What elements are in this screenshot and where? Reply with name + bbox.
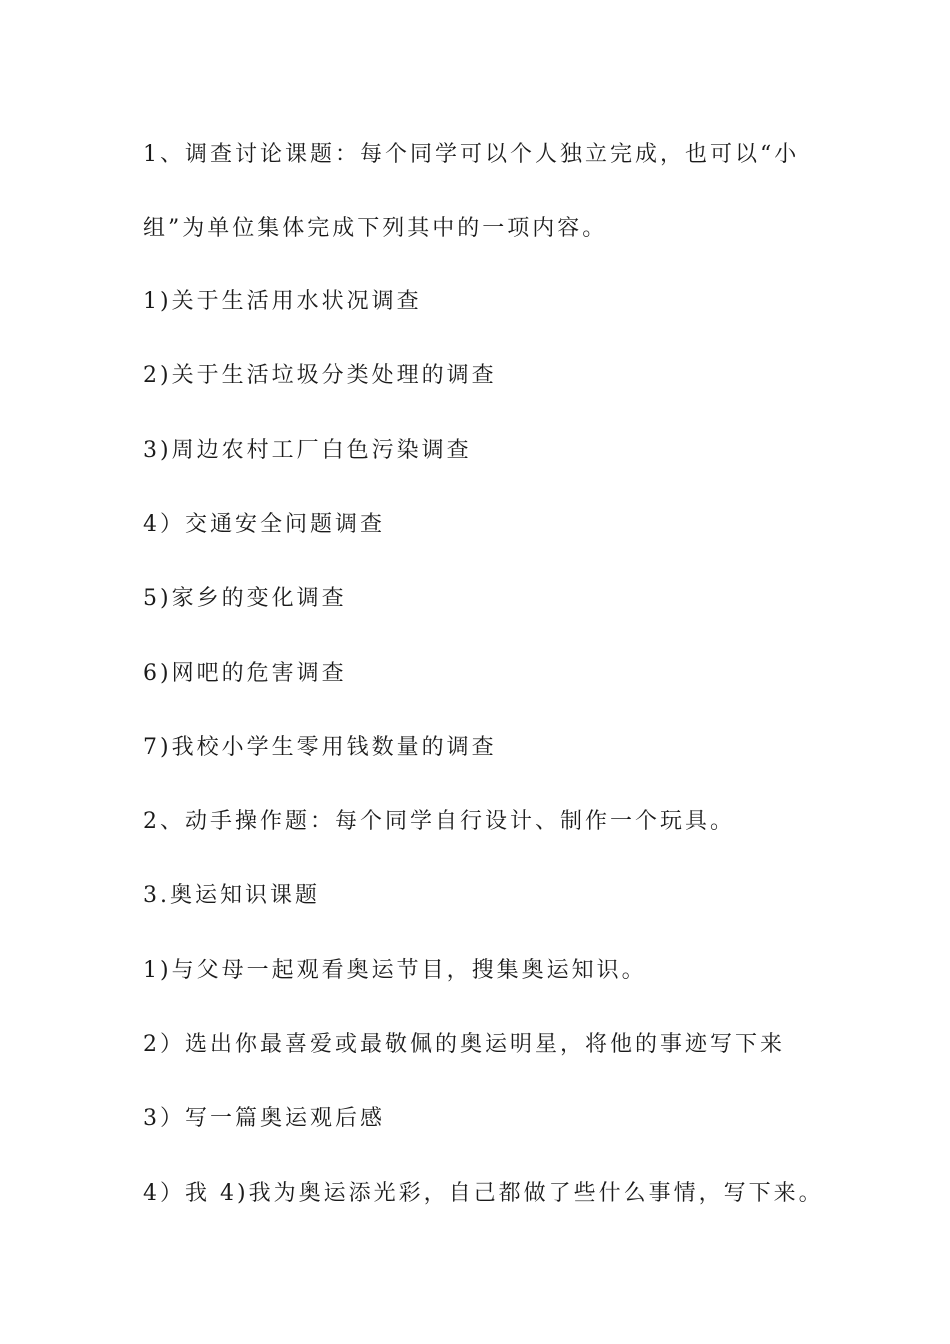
list-item: 4）我 4)我为奥运添光彩，自己都做了些什么事情，写下来。 (143, 1181, 824, 1206)
list-item: 2)关于生活垃圾分类处理的调查 (143, 363, 497, 388)
list-item: 5)家乡的变化调查 (143, 586, 347, 611)
list-item: 7)我校小学生零用钱数量的调查 (143, 735, 497, 760)
list-item: 6)网吧的危害调查 (143, 661, 347, 686)
list-item: 1)关于生活用水状况调查 (143, 289, 422, 314)
list-item: 3）写一篇奥运观后感 (143, 1106, 385, 1131)
text-line: 组”为单位集体完成下列其中的一项内容。 (143, 216, 608, 241)
list-item: 1)与父母一起观看奥运节目，搜集奥运知识。 (143, 958, 647, 983)
list-item: 4）交通安全问题调查 (143, 512, 385, 537)
section-heading: 3.奥运知识课题 (143, 883, 320, 908)
section-heading: 2、动手操作题：每个同学自行设计、制作一个玩具。 (143, 809, 735, 834)
text-line: 1、调查讨论课题：每个同学可以个人独立完成，也可以“小 (143, 142, 800, 167)
list-item: 2）选出你最喜爱或最敬佩的奥运明星，将他的事迹写下来 (143, 1032, 785, 1057)
list-item: 3)周边农村工厂白色污染调查 (143, 438, 472, 463)
